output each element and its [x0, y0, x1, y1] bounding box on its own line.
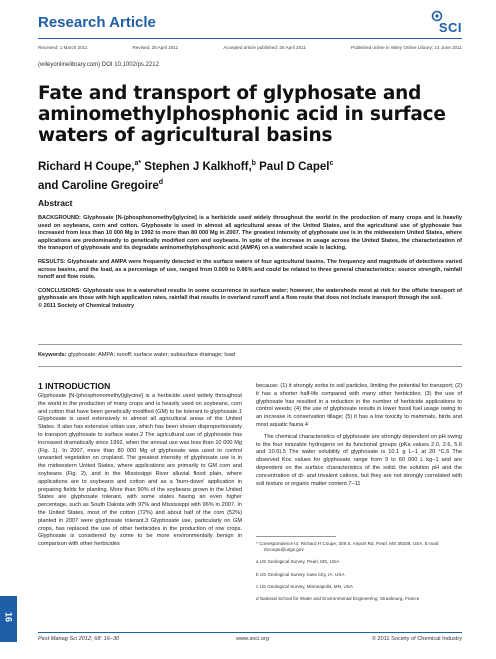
introduction-heading: 1 INTRODUCTION — [38, 381, 111, 391]
accepted-date: Accepted article published: 26 April 2011 — [223, 45, 306, 50]
abstract-conclusions-label: CONCLUSIONS: — [38, 287, 82, 294]
introduction-paragraph: because: (1) it strongly sorbs to soil particles, limiting the potential for transport; (2) it has a shorter half-life compared with many other herbicides; (3) the use of glyphosate has resulted in a reduction in the number of herbicide applications to control weeds; (4) the use of glyphosate results in lower fossil fuel usage owing to an increase in conservation tillage; (5) it has a low toxicity to mammals, birds and most aquatic fauna.4 — [256, 383, 462, 428]
introduction-paragraph: The chemical characteristics of glyphosate are strongly dependent on pH owing to the four ionizable hydrogens on its functional groups (pKa values 2.0, 2.6, 5.6 and 10.6).5 The water solubility of glyphosate is 10.1 g L−1 at 20 °C.6 The observed Koc values for glyphosate range from 9 to 60 000 L kg−1 and are dependent on the surface characteristics of the solid, the solution pH and the concentration of di- and trivalent cations, but they are not strongly correlated with soil texture or organic matter content.7−11 — [256, 433, 462, 487]
footer-citation: Pest Manag Sci 2012; 68: 16–30 — [38, 636, 120, 642]
abstract-background — [38, 215, 462, 253]
footnote-affiliation: a US Geological Survey, Pearl, MS, USA — [256, 559, 340, 565]
doi-line[interactable]: (wileyonlinelibrary.com) DOI 10.1002/ps.2212 — [38, 62, 159, 68]
abstract-background-text: Glyphosate [N-(phosphonomethyl)glycine] is a herbicide used widely throughout the world in the production of many crops and is heavily used on soybeans, corn and cotton. Glyphosate is used in almost all agricultural areas of the United States, and the agricultural use of glyphosate has increased from less than 10 000 Mg in 1992 to more than 80 000 Mg in 2007. The greatest intensity of glyphosate use is in the midwestern United States, where applications are predominantly to genetically modified corn and soybeans. In spite of the increase in usage across the United States, the characterization of the transport of glyphosate and its degradate aminomethylphosphonic acid (AMPA) on a watershed scale is lacking. — [38, 215, 462, 252]
section-label: Research Article — [38, 14, 156, 31]
keywords-bottom-rule — [38, 366, 462, 367]
author-name: Paul D Capel — [255, 160, 330, 173]
article-title: Fate and transport of glyphosate and aminomethylphosphonic acid in surface waters of agricultural basins — [38, 83, 446, 146]
footnote-affiliation: d National School for Water and Environmental Engineering, Strasbourg, France — [256, 596, 420, 602]
soci-logo — [428, 10, 462, 36]
abstract-results — [38, 259, 462, 282]
keywords-label: Keywords: — [38, 352, 67, 358]
author-name: and Caroline Gregoire — [38, 179, 159, 192]
footer-url[interactable]: www.soci.org — [236, 636, 269, 642]
abstract-results-text: Glyphosate and AMPA were frequently detected in the surface waters of four agricultural basins. The frequency and magnitude of detections varied across basins, and the load, as a percentage of use, ranged from 0.009 to 0.86% and could be related to three general characteristics: source strength, rainfall runoff and flow route. — [38, 258, 462, 281]
footer-copyright: © 2011 Society of Chemical Industry — [371, 636, 462, 642]
abstract-copyright: © 2011 Society of Chemical Industry — [38, 302, 135, 309]
keywords-line — [38, 352, 235, 358]
author-affiliation-marker: a* — [134, 160, 142, 167]
footer-rule — [38, 632, 462, 633]
soci-logo-text: SCI — [438, 20, 462, 35]
received-date: Received: 1 March 2011 — [38, 45, 88, 50]
page-number: 16 — [3, 611, 14, 622]
footnotes — [256, 541, 462, 608]
abstract-conclusions-text: Glyphosate use in a watershed results in some occurrence in surface water; however, the watersheds most at risk for the offsite transport of glyphosate are those with high application rates, rainfall that results in overland runoff and a flow route that does not include transport through the soil. — [38, 287, 462, 302]
abstract-heading: Abstract — [38, 198, 73, 208]
abstract-body — [38, 215, 462, 317]
abstract-background-label: BACKGROUND: — [38, 215, 81, 221]
author-name: Richard H Coupe, — [38, 160, 135, 173]
author-affiliation-marker: d — [158, 178, 164, 186]
journal-header — [38, 10, 462, 40]
keywords-top-rule — [38, 344, 462, 345]
author-list — [38, 156, 458, 194]
header-rule — [38, 38, 462, 39]
abstract-results-label: RESULTS: — [38, 258, 66, 265]
introduction-left-column: Glyphosate [N-(phosphonomethyl)glycine] is a herbicide used widely throughout the world in the production of many crops and is heavily used on soybeans, corn and cotton that have been genetically modified (GM) to be tolerant to glyphosate.1 Glyphosate is used extensively in almost all agricultural areas of the United States. It also has extensive urban use, which has been shown disproportionately to transport glyphosate to surface water.2 The agricultural use of glyphosate has increased dramatically since 1992, when the annual use was less than 10 000 Mg (Fig. 1). In 2007, more than 80 000 Mg of glyphosate was used to control unwanted vegetation on cropland. The greatest intensity of glyphosate use is in the midwestern United States, where applications are primarily to GM corn and soybeans (Fig. 2), and in the Mississippi River alluvial flood plain, where applications are to soybeans and cotton and as a 'burn-down' application in preparing fields for planting. More than 90% of the soybeans grown in the United States are glyphosate tolerant, with some states having an even higher percentage, such as South Dakota with 97% and Mississippi with 96% in 2007. In the United States, most of the cotton (72%) and about half of the corn (52%) planted in 2007 were glyphosate tolerant.3 Glyphosate use, particularly on GM crops, has replaced the use of other herbicides in the production of row crops. Glyphosate is considered by some to be more environmentally benign in comparison with other herbicides — [38, 393, 242, 548]
revised-date: Revised: 25 April 2011 — [132, 45, 179, 50]
author-affiliation-marker: b — [251, 160, 256, 167]
dates-row — [38, 45, 462, 50]
footnote-rule — [256, 536, 336, 537]
footnote-correspondence: * Correspondence to: Richard H Coupe, 308 S. Airport Rd, Pearl, MS 39208, USA. E-mail: rhcoupe@usgs.gov — [256, 541, 440, 553]
keywords-text: glyphosate; AMPA; runoff; surface water; subsurface drainage; load — [66, 352, 235, 358]
author-affiliation-marker: c — [329, 160, 334, 167]
published-date: Published online in Wiley Online Library: 14 June 2011 — [350, 45, 462, 50]
abstract-conclusions — [38, 288, 462, 311]
footnote-affiliation: c US Geological Survey, Minneapolis, MN, USA — [256, 583, 353, 589]
author-name: Stephen J Kalkhoff, — [141, 160, 252, 173]
footnote-affiliation: b US Geological Survey, Iowa City, IA, USA — [256, 571, 345, 577]
introduction-right-column — [256, 383, 462, 492]
